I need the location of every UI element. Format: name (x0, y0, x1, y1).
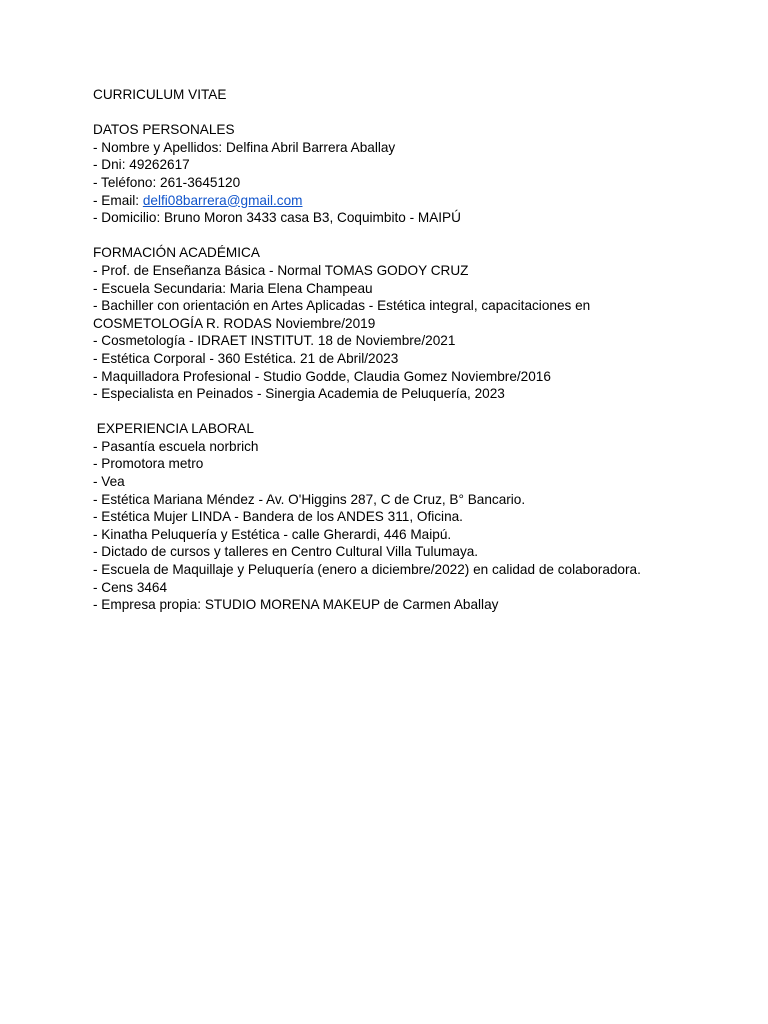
experience-item: - Estética Mariana Méndez - Av. O'Higgins 287, C de Cruz, B° Bancario. (93, 491, 526, 507)
personal-address: - Domicilio: Bruno Moron 3433 casa B3, Coquimbito - MAIPÚ (93, 210, 461, 226)
experience-item: - Pasantía escuela norbrich (93, 438, 259, 454)
education-item: - Bachiller con orientación en Artes Aplicadas - Estética integral, capacitaciones en COSMETOLOGÍA R. RODAS Noviembre/2019 (93, 298, 591, 331)
experience-item: - Escuela de Maquillaje y Peluquería (enero a diciembre/2022) en calidad de colaboradora. (93, 562, 641, 578)
document-title: CURRICULUM VITAE (93, 87, 227, 102)
education-item: - Estética Corporal - 360 Estética. 21 de Abril/2023 (93, 350, 399, 366)
experience-item: - Promotora metro (93, 456, 204, 472)
experience-item: - Kinatha Peluquería y Estética - calle Gherardi, 446 Maipú. (93, 526, 452, 542)
education-heading: FORMACIÓN ACADÉMICA (93, 245, 260, 261)
experience-item: - Cens 3464 (93, 579, 168, 595)
personal-email-row (93, 192, 753, 210)
personal-phone: - Teléfono: 261-3645120 (93, 174, 241, 190)
experience-item: - Dictado de cursos y talleres en Centro Cultural Villa Tulumaya. (93, 544, 479, 560)
experience-item: - Empresa propia: STUDIO MORENA MAKEUP de Carmen Aballay (93, 597, 499, 613)
education-item: - Especialista en Peinados - Sinergia Academia de Peluquería, 2023 (93, 386, 505, 402)
email-link[interactable]: delfi08barrera@gmail.com (142, 192, 303, 208)
personal-heading: DATOS PERSONALES (93, 122, 235, 138)
experience-item: - Estética Mujer LINDA - Bandera de los ANDES 311, Oficina. (93, 509, 463, 525)
education-item: - Maquilladora Profesional - Studio Godde, Claudia Gomez Noviembre/2016 (93, 368, 551, 384)
personal-name: - Nombre y Apellidos: Delfina Abril Barrera Aballay (93, 139, 396, 155)
experience-heading: EXPERIENCIA LABORAL (93, 421, 254, 437)
personal-email-label: - Email: (93, 192, 143, 208)
spacer (93, 403, 753, 421)
document-body (93, 86, 753, 614)
education-item: - Escuela Secundaria: Maria Elena Champeau (93, 280, 373, 296)
experience-item: - Vea (93, 474, 125, 490)
education-item: - Prof. de Enseñanza Básica - Normal TOMAS GODOY CRUZ (93, 262, 469, 278)
spacer (93, 104, 753, 122)
education-item: - Cosmetología - IDRAET INSTITUT. 18 de Noviembre/2021 (93, 333, 456, 349)
personal-dni: - Dni: 49262617 (93, 157, 190, 173)
spacer (93, 227, 753, 245)
